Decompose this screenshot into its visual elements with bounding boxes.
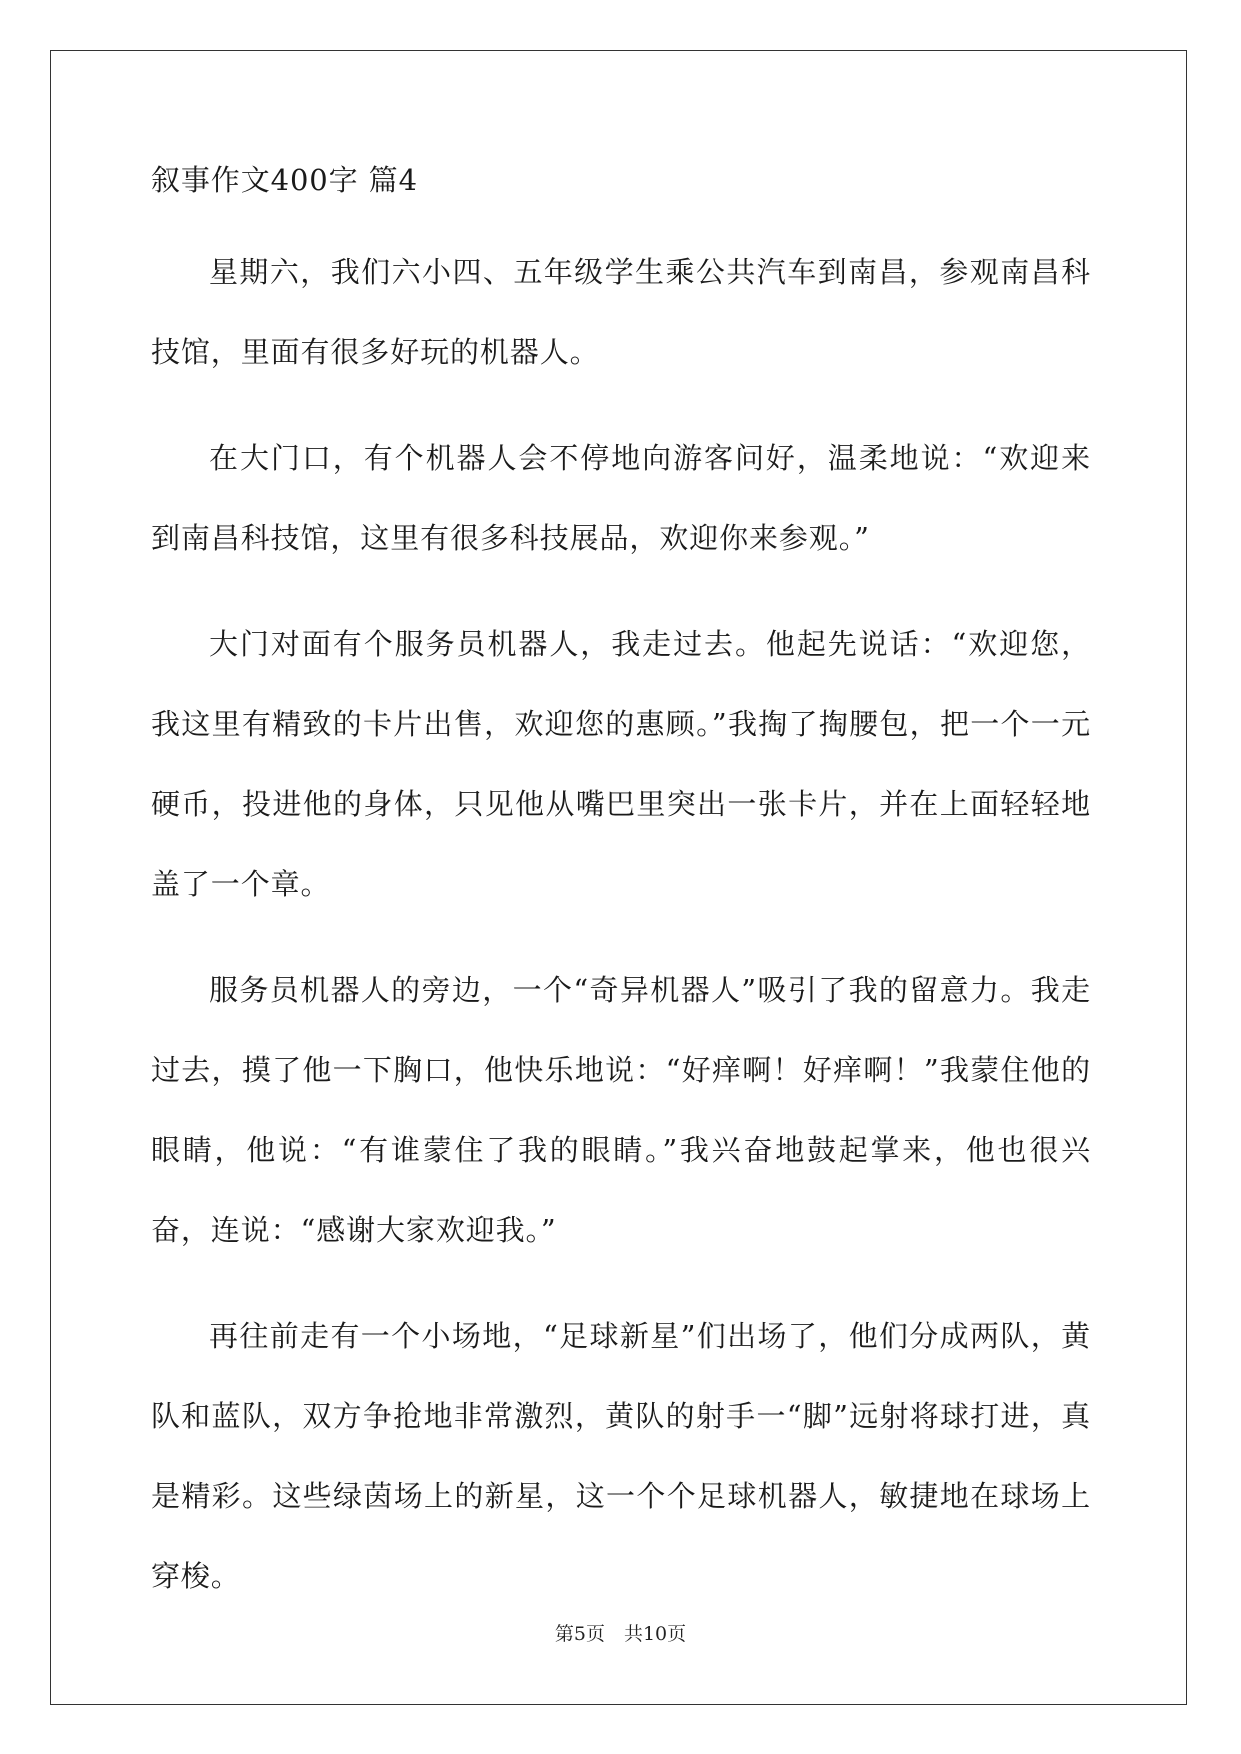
page-footer: 第5页 共10页 <box>554 1623 687 1645</box>
paragraph: 星期六，我们六小四、五年级学生乘公共汽车到南昌，参观南昌科技馆，里面有很多好玩的机器人。 <box>151 255 1091 369</box>
paragraph: 在大门口，有个机器人会不停地向游客问好，温柔地说：“欢迎来到南昌科技馆，这里有很多科技展品，欢迎你来参观。” <box>151 441 1091 555</box>
paragraph: 大门对面有个服务员机器人，我走过去。他起先说话：“欢迎您，我这里有精致的卡片出售，欢迎您的惠顾。”我掏了掏腰包，把一个一元硬币，投进他的身体，只见他从嘴巴里突出一张卡片，并在上面轻轻地盖了一个章。 <box>151 627 1091 901</box>
paragraph: 服务员机器人的旁边，一个“奇异机器人”吸引了我的留意力。我走过去，摸了他一下胸口，他快乐地说：“好痒啊！好痒啊！”我蒙住他的眼睛，他说：“有谁蒙住了我的眼睛。”我兴奋地鼓起掌来，他也很兴奋，连说：“感谢大家欢迎我。” <box>151 973 1091 1247</box>
document-title: 叙事作文400字 篇4 <box>151 163 418 197</box>
document-body <box>151 160 1091 1616</box>
paragraph: 再往前走有一个小场地，“足球新星”们出场了，他们分成两队，黄队和蓝队，双方争抢地非常激烈，黄队的射手一“脚”远射将球打进，真是精彩。这些绿茵场上的新星，这一个个足球机器人，敏捷地在球场上穿梭。 <box>151 1319 1091 1593</box>
